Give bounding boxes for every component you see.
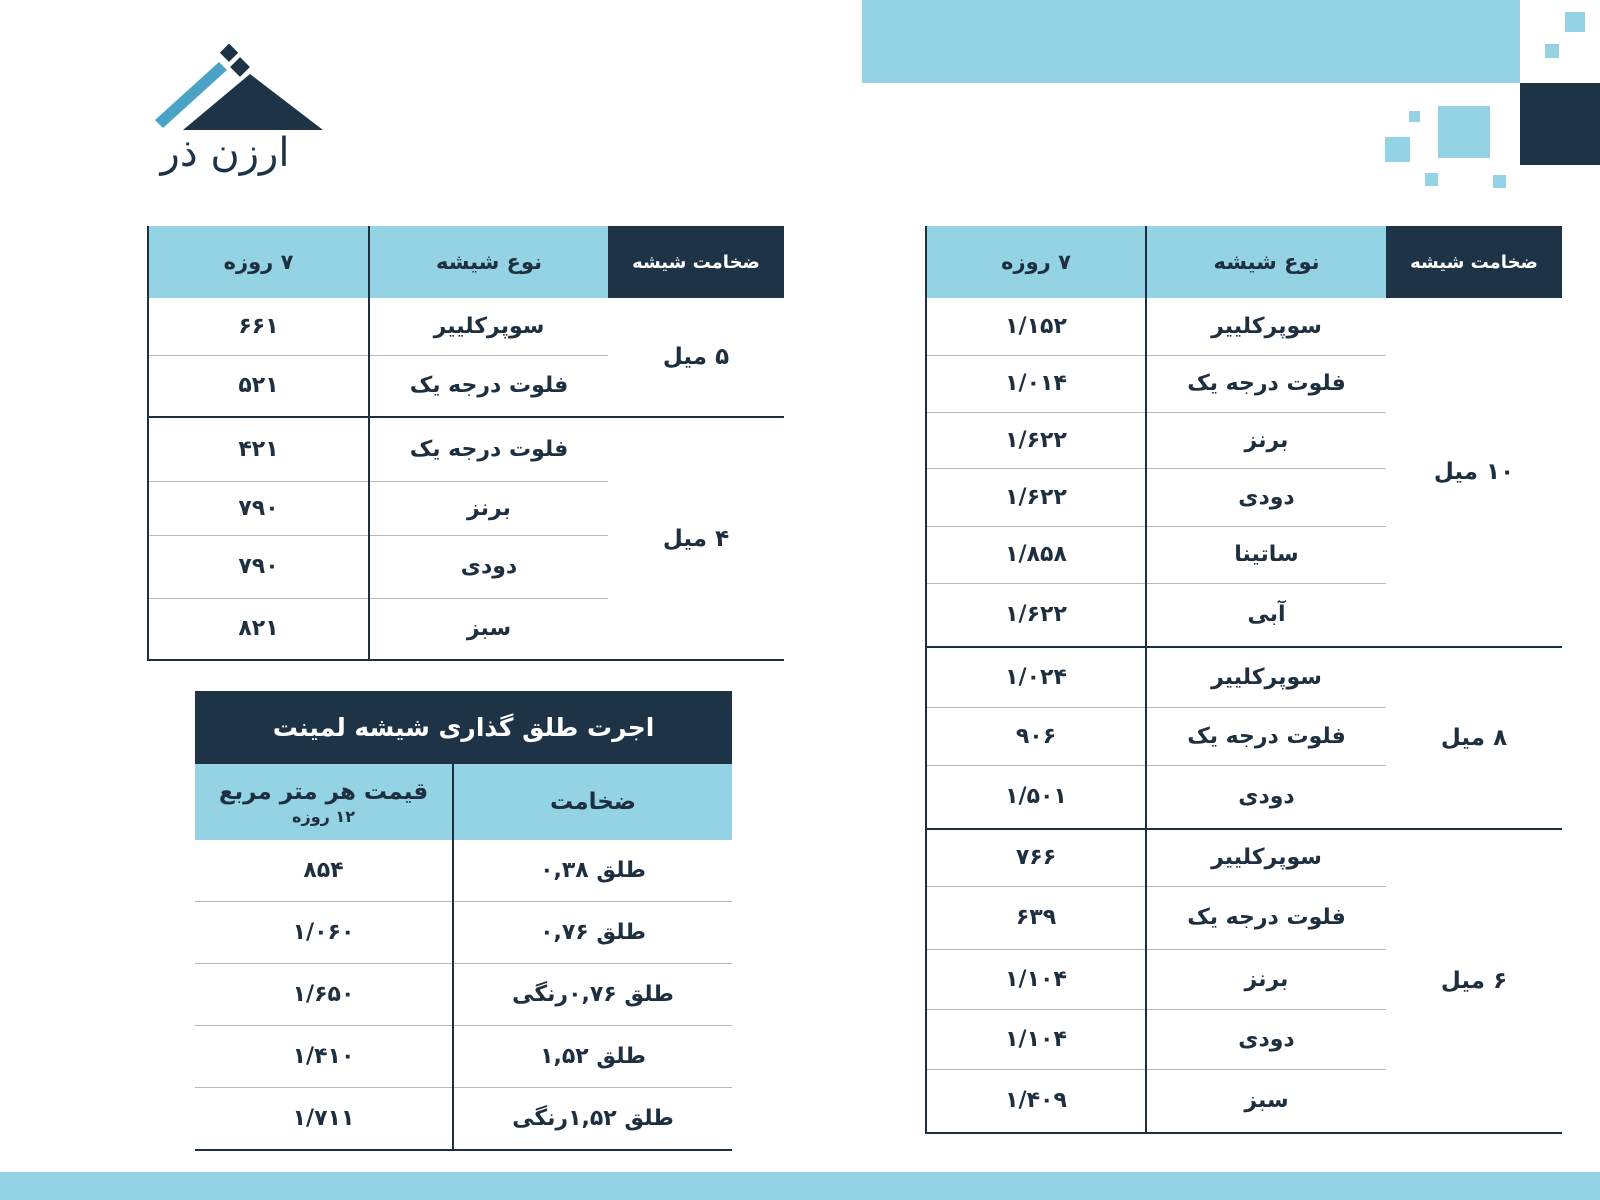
bottom-accent-bar (0, 1172, 1600, 1200)
thickness-cell: ۸ میل (1386, 647, 1562, 829)
glass-type-cell: فلوت درجه یک (369, 417, 608, 481)
laminate-header-price (195, 764, 453, 840)
decor-square (1545, 44, 1559, 58)
table-row (195, 1026, 732, 1088)
glass-type-cell: آبی (1146, 583, 1386, 647)
price-cell: ۷۹۰ (148, 481, 369, 535)
laminate-price-cell: ۱/۴۱۰ (195, 1026, 453, 1088)
left-price-table (147, 226, 784, 661)
laminate-header-price-sub: ۱۲ روزه (292, 806, 355, 826)
glass-type-cell: سوپرکلییر (1146, 298, 1386, 355)
laminate-thickness-cell: طلق ۰,۳۸ (453, 840, 732, 902)
price-cell: ۱/۱۰۴ (926, 1009, 1146, 1069)
glass-type-cell: سبز (369, 598, 608, 660)
table-row (195, 1088, 732, 1151)
table-row (926, 647, 1562, 707)
glass-type-cell: برنز (369, 481, 608, 535)
laminate-grid (195, 764, 732, 1151)
price-cell: ۶۶۱ (148, 298, 369, 355)
glass-type-cell: دودی (1146, 1009, 1386, 1069)
header-thickness: ضخامت شیشه (1386, 226, 1562, 298)
price-cell: ۵۲۱ (148, 355, 369, 417)
price-cell: ۱/۴۰۹ (926, 1069, 1146, 1133)
decor-square (1520, 83, 1600, 165)
price-cell: ۱/۶۲۲ (926, 412, 1146, 468)
decor-square (1493, 175, 1506, 188)
glass-type-cell: برنز (1146, 412, 1386, 468)
decor-square (1425, 173, 1438, 186)
laminate-title: اجرت طلق گذاری شیشه لمینت (195, 691, 732, 764)
thickness-cell: ۴ میل (608, 417, 784, 660)
glass-type-cell: سوپرکلییر (1146, 829, 1386, 886)
thickness-cell: ۶ میل (1386, 829, 1562, 1133)
laminate-thickness-cell: طلق ۰,۷۶رنگی (453, 964, 732, 1026)
laminate-thickness-cell: طلق ۱,۵۲ (453, 1026, 732, 1088)
header-thickness: ضخامت شیشه (608, 226, 784, 298)
decor-square (1565, 12, 1585, 32)
price-cell: ۷۶۶ (926, 829, 1146, 886)
price-cell: ۱/۱۵۲ (926, 298, 1146, 355)
thickness-cell: ۵ میل (608, 298, 784, 417)
price-cell: ۱/۰۲۴ (926, 647, 1146, 707)
laminate-table (195, 691, 732, 1151)
right-price-table (925, 226, 1562, 1134)
decor-square (1409, 111, 1420, 122)
logo-roof-icon (155, 42, 325, 137)
glass-type-cell: برنز (1146, 949, 1386, 1009)
price-cell: ۱/۱۰۴ (926, 949, 1146, 1009)
glass-type-cell: فلوت درجه یک (1146, 707, 1386, 765)
decor-square (1385, 137, 1410, 162)
glass-type-cell: دودی (1146, 765, 1386, 829)
laminate-price-cell: ۱/۶۵۰ (195, 964, 453, 1026)
price-cell: ۴۲۱ (148, 417, 369, 481)
price-cell: ۶۳۹ (926, 886, 1146, 949)
table-row (195, 840, 732, 902)
price-cell: ۱/۸۵۸ (926, 526, 1146, 583)
laminate-header-thickness: ضخامت (453, 764, 732, 840)
table-row (926, 298, 1562, 355)
table-row (195, 964, 732, 1026)
glass-type-cell: ساتینا (1146, 526, 1386, 583)
glass-type-cell: دودی (369, 535, 608, 598)
price-cell: ۱/۶۲۲ (926, 468, 1146, 526)
laminate-price-cell: ۱/۰۶۰ (195, 902, 453, 964)
glass-type-cell: دودی (1146, 468, 1386, 526)
laminate-thickness-cell: طلق ۰,۷۶ (453, 902, 732, 964)
laminate-thickness-cell: طلق ۱,۵۲رنگی (453, 1088, 732, 1151)
glass-type-cell: سبز (1146, 1069, 1386, 1133)
price-cell: ۱/۶۲۲ (926, 583, 1146, 647)
price-cell: ۸۲۱ (148, 598, 369, 660)
price-cell: ۷۹۰ (148, 535, 369, 598)
table-row (148, 298, 784, 355)
decor-square (1438, 106, 1490, 158)
glass-type-cell: فلوت درجه یک (369, 355, 608, 417)
glass-type-cell: فلوت درجه یک (1146, 355, 1386, 412)
table-row (926, 829, 1562, 886)
thickness-cell: ۱۰ میل (1386, 298, 1562, 647)
laminate-header-price-label: قیمت هر متر مربع (218, 778, 429, 805)
price-cell: ۹۰۶ (926, 707, 1146, 765)
glass-type-cell: سوپرکلییر (369, 298, 608, 355)
laminate-price-cell: ۸۵۴ (195, 840, 453, 902)
laminate-price-cell: ۱/۷۱۱ (195, 1088, 453, 1151)
price-cell: ۱/۵۰۱ (926, 765, 1146, 829)
price-cell: ۱/۰۱۴ (926, 355, 1146, 412)
glass-type-cell: سوپرکلییر (1146, 647, 1386, 707)
glass-type-cell: فلوت درجه یک (1146, 886, 1386, 949)
table-row (195, 902, 732, 964)
logo-text: ارزن ذر (160, 130, 290, 176)
table-row (148, 417, 784, 481)
logo (155, 42, 325, 137)
top-accent-bar (862, 0, 1520, 83)
header-glass-type: نوع شیشه (1146, 226, 1386, 298)
header-glass-type: نوع شیشه (369, 226, 608, 298)
header-days: ۷ روزه (926, 226, 1146, 298)
header-days: ۷ روزه (148, 226, 369, 298)
